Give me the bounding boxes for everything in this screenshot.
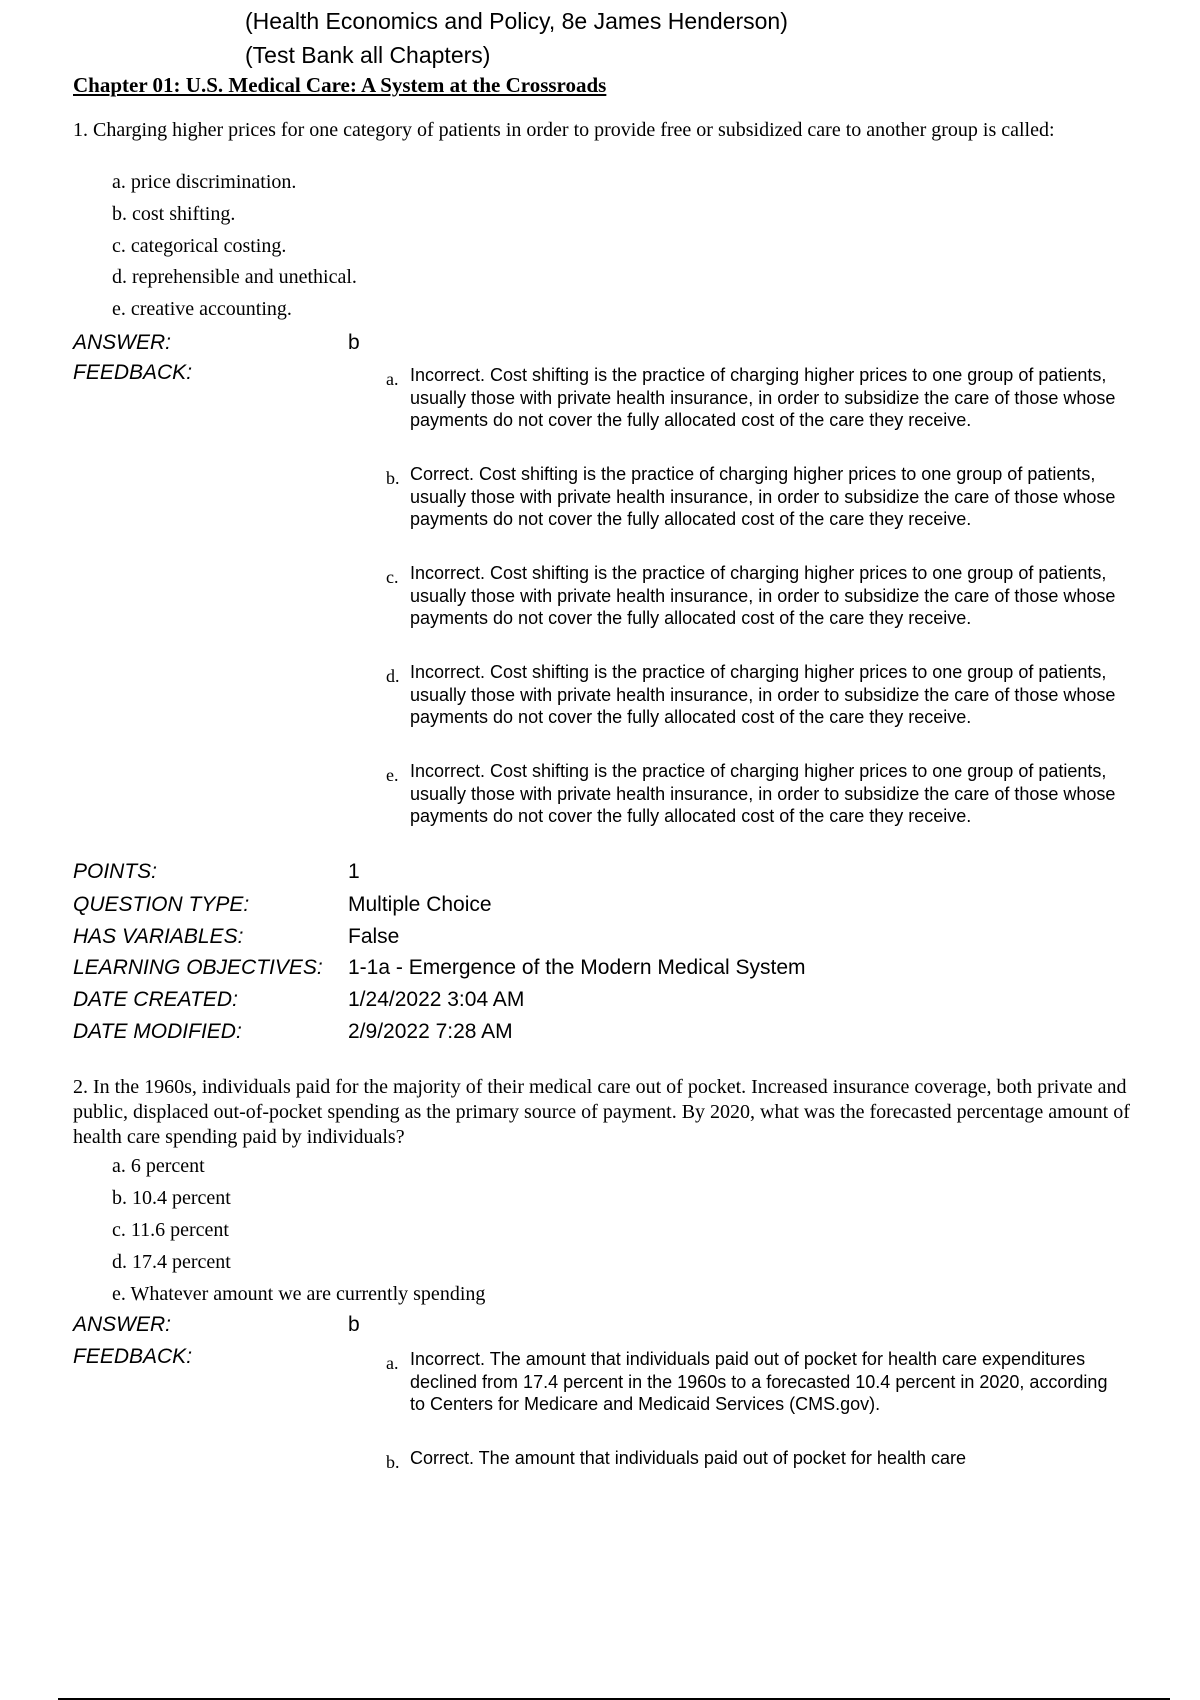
question-2-option-b: b. 10.4 percent	[112, 1187, 231, 1209]
question-1-option-a: a. price discrimination.	[112, 171, 297, 193]
question-1-variables-value: False	[348, 925, 400, 948]
chapter-title: Chapter 01: U.S. Medical Care: A System at the Crossroads	[73, 73, 607, 97]
question-1-answer-label: ANSWER:	[73, 331, 172, 354]
feedback-letter: b.	[386, 468, 400, 488]
question-1-option-d: d. reprehensible and unethical.	[112, 266, 357, 288]
question-1-answer-value: b	[348, 331, 360, 354]
question-2-option-d: d. 17.4 percent	[112, 1251, 231, 1273]
question-1-option-b: b. cost shifting.	[112, 203, 236, 225]
question-2-answer-label: ANSWER:	[73, 1313, 172, 1336]
question-1-feedback-d	[386, 661, 1116, 729]
feedback-text: Correct. The amount that individuals paid out of pocket for health care	[410, 1448, 966, 1468]
header-subtitle: (Test Bank all Chapters)	[245, 42, 491, 68]
question-1-points-label: POINTS:	[73, 860, 158, 883]
feedback-text: Incorrect. Cost shifting is the practice of charging higher prices to one group of patients, usually those with private health insurance, in order to subsidize the care of those whose payments do not cover the fully allocated cost of the care they receive.	[410, 563, 1116, 628]
question-1-objectives-label: LEARNING OBJECTIVES:	[73, 956, 323, 979]
question-1-type-label: QUESTION TYPE:	[73, 893, 250, 916]
feedback-text: Incorrect. Cost shifting is the practice of charging higher prices to one group of patients, usually those with private health insurance, in order to subsidize the care of those whose payments do not cover the fully allocated cost of the care they receive.	[410, 365, 1116, 430]
question-2-answer-value: b	[348, 1313, 360, 1336]
question-1-feedback-b	[386, 463, 1116, 531]
question-1-modified-label: DATE MODIFIED:	[73, 1020, 242, 1043]
question-1-points-value: 1	[348, 860, 360, 883]
feedback-letter: e.	[386, 765, 399, 785]
feedback-letter: d.	[386, 666, 400, 686]
question-1-feedback-a	[386, 364, 1116, 432]
question-2-feedback-a	[386, 1348, 1116, 1416]
header-book-title: (Health Economics and Policy, 8e James Henderson)	[245, 8, 788, 34]
question-1-type-value: Multiple Choice	[348, 893, 492, 916]
feedback-text: Correct. Cost shifting is the practice of charging higher prices to one group of patients, usually those with private health insurance, in order to subsidize the care of those whose payments do not cover the fully allocated cost of the care they receive.	[410, 464, 1116, 529]
question-1-feedback-label: FEEDBACK:	[73, 361, 193, 384]
question-1-variables-label: HAS VARIABLES:	[73, 925, 244, 948]
question-1-stem: 1. Charging higher prices for one category of patients in order to provide free or subsidized care to another group is called:	[73, 119, 1055, 141]
question-2-option-a: a. 6 percent	[112, 1155, 205, 1177]
feedback-text: Incorrect. The amount that individuals paid out of pocket for health care expenditures declined from 17.4 percent in the 1960s to a forecasted 10.4 percent in 2020, according to Centers for Medicare and Medicaid Services (CMS.gov).	[410, 1349, 1108, 1414]
question-1-modified-value: 2/9/2022 7:28 AM	[348, 1020, 513, 1043]
feedback-letter: b.	[386, 1452, 400, 1472]
feedback-letter: c.	[386, 567, 399, 587]
question-1-option-e: e. creative accounting.	[112, 298, 292, 320]
feedback-text: Incorrect. Cost shifting is the practice of charging higher prices to one group of patients, usually those with private health insurance, in order to subsidize the care of those whose payments do not cover the fully allocated cost of the care they receive.	[410, 662, 1116, 727]
question-1-feedback-e	[386, 760, 1116, 828]
feedback-letter: a.	[386, 369, 399, 389]
question-1-created-value: 1/24/2022 3:04 AM	[348, 988, 525, 1011]
question-2-stem: 2. In the 1960s, individuals paid for the majority of their medical care out of pocket. Increased insurance coverage, both private and public, displaced out-of-pocket spending as the primary source of payment. By 2020, what was the forecasted percentage amount of health care spending paid by individuals?	[73, 1076, 1130, 1148]
question-1-created-label: DATE CREATED:	[73, 988, 238, 1011]
feedback-letter: a.	[386, 1353, 399, 1373]
question-2-option-c: c. 11.6 percent	[112, 1219, 229, 1241]
feedback-text: Incorrect. Cost shifting is the practice of charging higher prices to one group of patients, usually those with private health insurance, in order to subsidize the care of those whose payments do not cover the fully allocated cost of the care they receive.	[410, 761, 1116, 826]
question-1-feedback-c	[386, 562, 1116, 630]
question-2-feedback-label: FEEDBACK:	[73, 1345, 193, 1368]
question-1-option-c: c. categorical costing.	[112, 235, 287, 257]
question-2-option-e: e. Whatever amount we are currently spending	[112, 1283, 486, 1305]
question-2-feedback-b	[386, 1447, 1116, 1470]
question-1-objectives-value: 1-1a - Emergence of the Modern Medical System	[348, 956, 806, 979]
